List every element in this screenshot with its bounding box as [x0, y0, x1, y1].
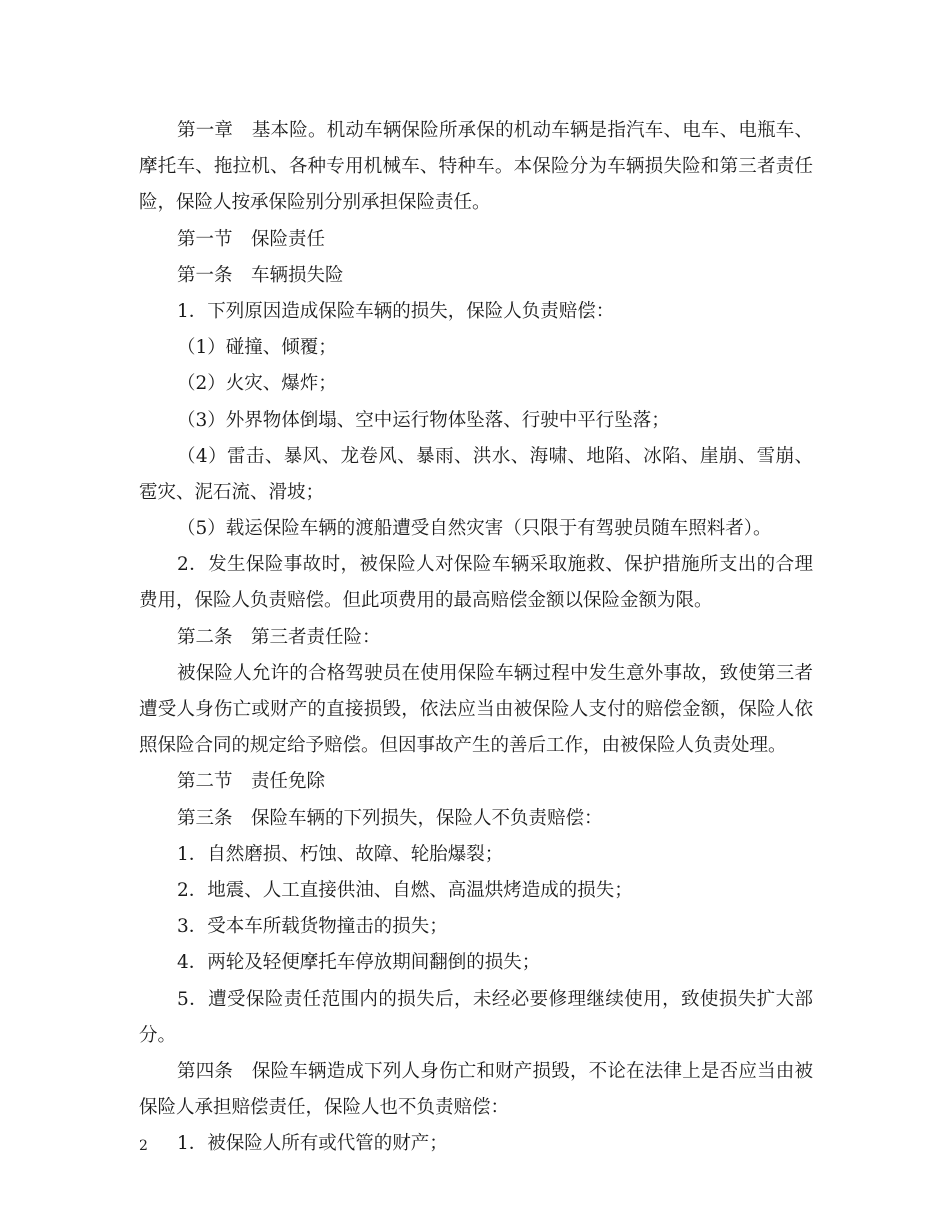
text-line: 2．发生保险事故时，被保险人对保险车辆采取施救、保护措施所支出的合理 — [177, 554, 813, 576]
text-line: 第一节 保险责任 — [177, 228, 326, 250]
text-line: 2．地震、人工直接供油、自燃、高温烘烤造成的损失； — [177, 879, 633, 901]
document-body — [139, 113, 813, 1162]
text-line: 第四条 保险车辆造成下列人身伤亡和财产损毁，不论在法律上是否应当由被 — [177, 1060, 813, 1082]
text-line: （3）外界物体倒塌、空中运行物体坠落、行驶中平行坠落； — [177, 409, 670, 431]
text-line: 摩托车、拖拉机、各种专用机械车、特种车。本保险分为车辆损失险和第三者责任 — [139, 156, 813, 178]
text-line: 第二节 责任免除 — [177, 771, 326, 793]
text-line: 4．两轮及轻便摩托车停放期间翻倒的损失； — [177, 952, 541, 974]
text-line: 遭受人身伤亡或财产的直接损毁，依法应当由被保险人支付的赔偿金额，保险人依 — [139, 699, 813, 720]
text-line: 分。 — [139, 1024, 177, 1046]
text-line: 第三条 保险车辆的下列损失，保险人不负责赔偿： — [177, 807, 603, 829]
text-line: 5．遭受保险责任范围内的损失后，未经必要修理继续使用，致使损失扩大部 — [177, 988, 813, 1010]
text-line: 雹灾、泥石流、滑坡； — [139, 481, 325, 503]
text-line: 1．下列原因造成保险车辆的损失，保险人负责赔偿： — [177, 300, 615, 322]
text-line: （5）载运保险车辆的渡船遭受自然灾害（只限于有驾驶员随车照料者）。 — [177, 518, 772, 540]
text-line: （2）火灾、爆炸； — [177, 373, 337, 395]
text-line: 1．被保险人所有或代管的财产； — [177, 1133, 448, 1155]
text-line: 第一条 车辆损失险 — [177, 264, 344, 286]
text-line: （4）雷击、暴风、龙卷风、暴雨、洪水、海啸、地陷、冰陷、崖崩、雪崩、 — [177, 445, 813, 467]
text-line: 被保险人允许的合格驾驶员在使用保险车辆过程中发生意外事故，致使第三者 — [177, 662, 813, 684]
text-line: 1．自然磨损、朽蚀、故障、轮胎爆裂； — [177, 843, 504, 865]
text-line: 费用，保险人负责赔偿。但此项费用的最高赔偿金额以保险金额为限。 — [139, 590, 713, 612]
text-line: 保险人承担赔偿责任，保险人也不负责赔偿： — [139, 1097, 510, 1119]
text-line: 险，保险人按承保险别分别承担保险责任。 — [139, 192, 491, 214]
text-line: 3．受本车所载货物撞击的损失； — [177, 916, 448, 938]
page-number: 2 — [139, 1138, 148, 1154]
text-line: 第二条 第三者责任险： — [177, 626, 381, 648]
text-line: 第一章 基本险。机动车辆保险所承保的机动车辆是指汽车、电车、电瓶车、 — [177, 120, 813, 141]
text-line: 照保险合同的规定给予赔偿。但因事故产生的善后工作，由被保险人负责处理。 — [139, 735, 787, 757]
text-line: （1）碰撞、倾覆； — [177, 337, 337, 359]
